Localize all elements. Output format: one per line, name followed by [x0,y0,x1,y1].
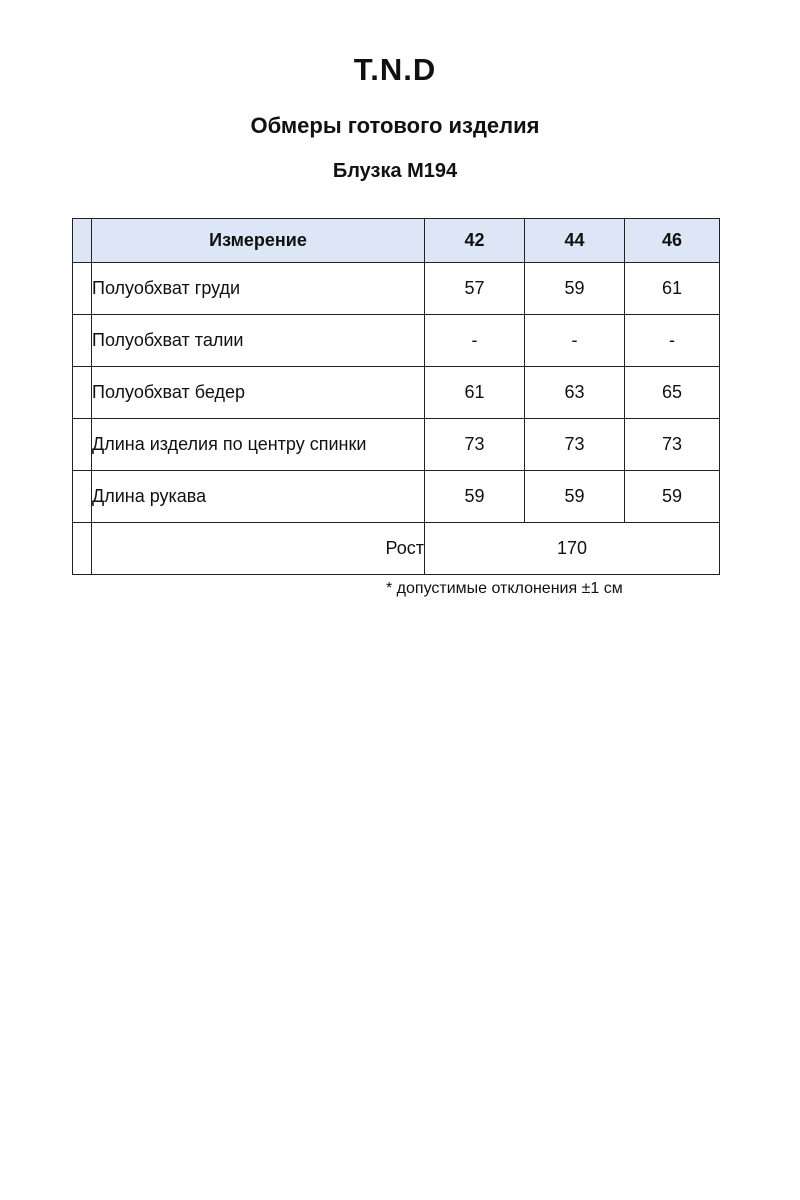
row-value: 57 [425,263,525,315]
table-row [73,315,720,367]
row-value: 59 [525,263,625,315]
row-index-cell [73,471,92,523]
row-value: 61 [425,367,525,419]
height-label: Рост [92,523,425,575]
table-row [73,419,720,471]
row-value: 73 [425,419,525,471]
table-header-row [73,219,720,263]
table-row [73,263,720,315]
header-measure: Измерение [92,219,425,263]
row-value: - [425,315,525,367]
row-index-cell [73,263,92,315]
header-index-cell [73,219,92,263]
row-label: Длина рукава [92,471,425,523]
size-table [72,218,720,575]
header-size-46: 46 [625,219,720,263]
row-value: 59 [525,471,625,523]
table-row [73,367,720,419]
row-index-cell [73,367,92,419]
header-size-42: 42 [425,219,525,263]
row-label: Длина изделия по центру спинки [92,419,425,471]
page-title: Обмеры готового изделия [250,113,540,138]
row-value: 59 [625,471,720,523]
row-value: 61 [625,263,720,315]
tolerance-note: * допустимые отклонения ±1 см [386,580,623,597]
row-value: 65 [625,367,720,419]
brand-title: T.N.D [353,52,437,87]
row-label: Полуобхват талии [92,315,425,367]
row-index-cell [73,315,92,367]
row-value: 63 [525,367,625,419]
row-value: 73 [625,419,720,471]
height-row [73,523,720,575]
row-value: - [625,315,720,367]
row-index-cell [73,419,92,471]
row-index-cell [73,523,92,575]
row-label: Полуобхват груди [92,263,425,315]
row-label: Полуобхват бедер [92,367,425,419]
header-size-44: 44 [525,219,625,263]
table-row [73,471,720,523]
product-name: Блузка М194 [332,160,458,182]
row-value: 59 [425,471,525,523]
row-value: - [525,315,625,367]
row-value: 73 [525,419,625,471]
height-value: 170 [425,523,720,575]
